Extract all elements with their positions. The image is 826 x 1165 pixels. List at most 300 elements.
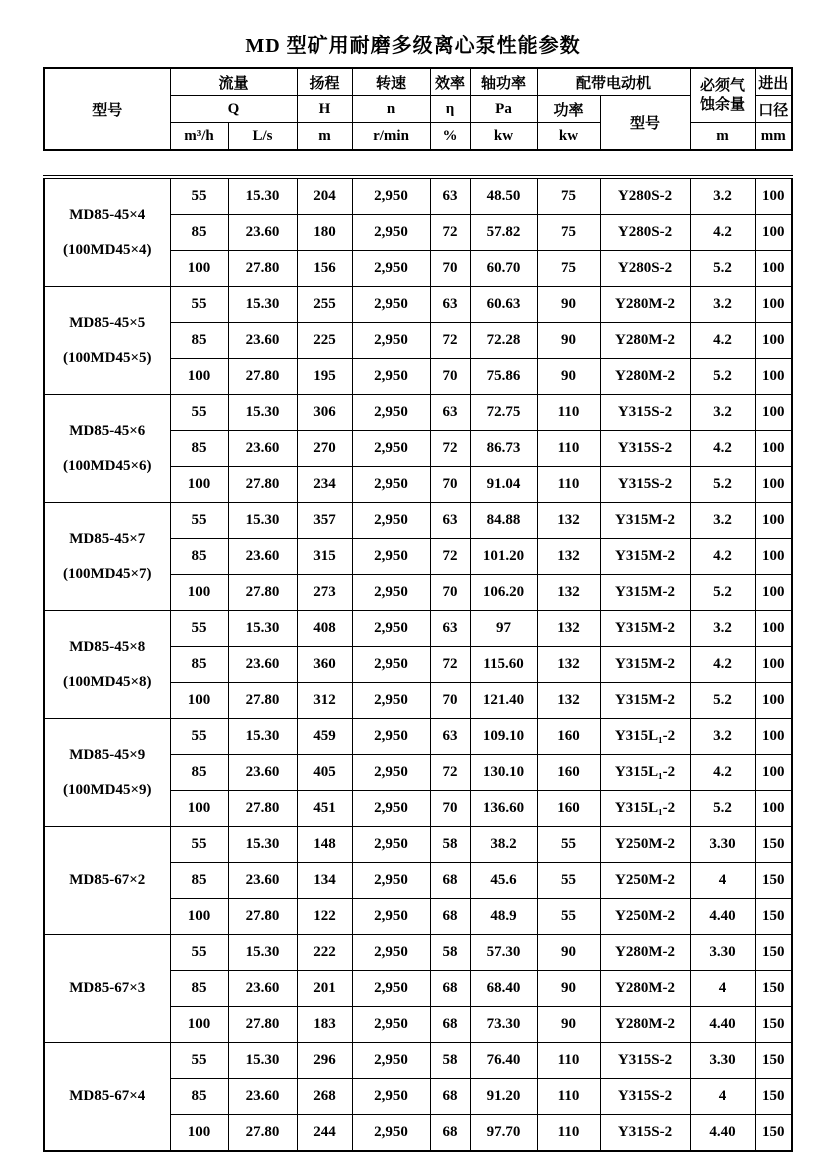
pump-model-alias: (100MD45×8) [62,673,152,690]
data-cell: 110 [537,431,600,467]
data-cell: 132 [537,503,600,539]
data-cell: 4.2 [690,647,755,683]
header-row-1 [44,68,792,96]
data-cell: 4.2 [690,539,755,575]
data-cell: 15.30 [228,827,297,863]
data-cell: 55 [170,395,228,431]
data-cell: 90 [537,1007,600,1043]
data-cell: 15.30 [228,719,297,755]
data-cell: Y315S-2 [600,1043,690,1079]
data-cell: 255 [297,287,352,323]
data-cell: 75 [537,251,600,287]
data-cell: 2,950 [352,395,430,431]
data-cell: 100 [170,467,228,503]
data-cell: 15.30 [228,177,297,215]
data-cell: 244 [297,1115,352,1152]
header-speed: 转速 [352,68,430,96]
data-cell: 85 [170,971,228,1007]
table-row [44,935,792,971]
data-cell: Y315M-2 [600,683,690,719]
data-cell: 109.10 [470,719,537,755]
data-cell: 4.40 [690,1007,755,1043]
data-cell: 72 [430,647,470,683]
data-cell: Y315M-2 [600,647,690,683]
data-cell: 55 [170,611,228,647]
data-cell: 90 [537,935,600,971]
header-shaft-power-symbol: Pa [470,96,537,123]
data-cell: 100 [755,359,792,395]
data-cell: 27.80 [228,1007,297,1043]
header-motor: 配带电动机 [537,68,690,96]
pump-model-cell [44,503,170,611]
data-cell: 15.30 [228,395,297,431]
data-cell: 23.60 [228,539,297,575]
data-cell: 150 [755,971,792,1007]
header-flow: 流量 [170,68,297,96]
pump-model-cell [44,395,170,503]
header-motor-power-unit: kw [537,123,600,151]
data-cell: 75 [537,177,600,215]
data-cell: 100 [755,323,792,359]
data-cell: 4 [690,1079,755,1115]
pump-model-cell [44,611,170,719]
data-cell: Y315M-2 [600,575,690,611]
data-cell: 68 [430,971,470,1007]
data-cell: 85 [170,755,228,791]
data-cell: 75.86 [470,359,537,395]
data-cell: 63 [430,611,470,647]
header-flow-unit-ls: L/s [228,123,297,151]
data-cell: 130.10 [470,755,537,791]
data-cell: 90 [537,323,600,359]
data-cell: 55 [537,863,600,899]
data-cell: 160 [537,719,600,755]
header-flow-unit-m3h: m³/h [170,123,228,151]
data-cell: 100 [755,611,792,647]
data-cell: 23.60 [228,431,297,467]
data-cell: 72 [430,215,470,251]
data-cell: 75 [537,215,600,251]
data-cell: 60.70 [470,251,537,287]
data-cell: 150 [755,1079,792,1115]
data-cell: 234 [297,467,352,503]
data-cell: 2,950 [352,431,430,467]
data-cell: Y280M-2 [600,971,690,1007]
data-cell: Y250M-2 [600,899,690,935]
data-cell: 15.30 [228,935,297,971]
data-cell: Y315M-2 [600,539,690,575]
pump-model-name: MD85-45×6 [69,422,146,439]
data-cell: 225 [297,323,352,359]
data-cell: 72 [430,755,470,791]
data-cell: 150 [755,899,792,935]
data-cell: 357 [297,503,352,539]
data-cell: Y250M-2 [600,863,690,899]
header-table [43,67,793,151]
header-npsh [690,68,755,123]
data-cell: 183 [297,1007,352,1043]
data-cell: 55 [170,287,228,323]
data-cell: 408 [297,611,352,647]
data-cell: 70 [430,575,470,611]
data-cell: 100 [755,503,792,539]
data-cell: 195 [297,359,352,395]
data-cell: 110 [537,1043,600,1079]
table-row [44,827,792,863]
data-cell: 63 [430,177,470,215]
data-cell: Y280S-2 [600,251,690,287]
data-cell: 15.30 [228,1043,297,1079]
data-cell: 110 [537,395,600,431]
data-cell: 4 [690,863,755,899]
table-row [44,177,792,215]
header-speed-unit: r/min [352,123,430,151]
data-cell: 150 [755,827,792,863]
data-cell: 2,950 [352,359,430,395]
header-npsh-line2: 蚀余量 [700,96,746,113]
header-port-line2: 口径 [755,96,792,123]
data-cell: 268 [297,1079,352,1115]
data-cell: 58 [430,827,470,863]
data-cell: 85 [170,323,228,359]
data-cell: 3.30 [690,1043,755,1079]
data-cell: 100 [170,1007,228,1043]
data-cell: Y280S-2 [600,177,690,215]
data-cell: Y315S-2 [600,431,690,467]
pump-model-alias: (100MD45×9) [62,781,152,798]
header-efficiency-symbol: η [430,96,470,123]
data-cell: 2,950 [352,287,430,323]
data-cell: 91.04 [470,467,537,503]
data-cell: 55 [537,899,600,935]
data-cell: 72.75 [470,395,537,431]
pump-model-name: MD85-67×2 [69,872,146,888]
data-cell: 72 [430,431,470,467]
header-npsh-unit: m [690,123,755,151]
data-cell: 100 [755,719,792,755]
data-cell: 76.40 [470,1043,537,1079]
data-cell: Y280M-2 [600,323,690,359]
data-cell: 58 [430,935,470,971]
pump-model-cell [44,827,170,935]
data-cell: 100 [755,215,792,251]
data-cell: 73.30 [470,1007,537,1043]
pump-model-cell [44,177,170,287]
data-cell: 90 [537,287,600,323]
header-speed-symbol: n [352,96,430,123]
data-cell: 100 [755,251,792,287]
data-cell: 2,950 [352,791,430,827]
pump-model-name: MD85-45×9 [69,746,146,763]
data-cell: 85 [170,431,228,467]
data-cell: 57.30 [470,935,537,971]
data-cell: 27.80 [228,575,297,611]
data-cell: 15.30 [228,287,297,323]
header-shaft-power-unit: kw [470,123,537,151]
data-cell: 2,950 [352,827,430,863]
data-cell: 2,950 [352,467,430,503]
data-cell: 100 [170,1115,228,1152]
data-cell: 23.60 [228,647,297,683]
pump-model-name: MD85-45×4 [69,206,146,223]
data-cell: 72.28 [470,323,537,359]
data-cell: 72 [430,323,470,359]
table-row [44,503,792,539]
data-cell: 23.60 [228,323,297,359]
data-cell: 160 [537,755,600,791]
data-cell: 4.2 [690,431,755,467]
data-cell: 58 [430,1043,470,1079]
data-cell: 360 [297,647,352,683]
header-efficiency: 效率 [430,68,470,96]
data-cell: 134 [297,863,352,899]
data-cell: 2,950 [352,503,430,539]
pump-model-name: MD85-45×7 [69,530,146,547]
data-cell: 273 [297,575,352,611]
data-cell: 68 [430,1115,470,1152]
data-cell: 70 [430,683,470,719]
data-cell: 27.80 [228,251,297,287]
data-cell: 55 [170,935,228,971]
data-cell: 2,950 [352,935,430,971]
data-cell: 84.88 [470,503,537,539]
data-cell: 150 [755,863,792,899]
data-cell: 5.2 [690,791,755,827]
data-cell: 38.2 [470,827,537,863]
data-cell: 5.2 [690,467,755,503]
data-cell: 23.60 [228,215,297,251]
data-cell: 2,950 [352,177,430,215]
pump-model-cell [44,1043,170,1152]
data-cell: 110 [537,467,600,503]
table-row [44,395,792,431]
header-npsh-line1: 必须气 [700,77,746,94]
data-cell: 160 [537,791,600,827]
data-cell: 100 [170,683,228,719]
data-cell: Y280M-2 [600,359,690,395]
data-cell: 2,950 [352,1007,430,1043]
data-cell: 451 [297,791,352,827]
pump-data-table [43,175,793,1152]
header-efficiency-unit: % [430,123,470,151]
data-cell: 101.20 [470,539,537,575]
data-cell: 459 [297,719,352,755]
data-cell: 4.2 [690,323,755,359]
data-cell: 3.30 [690,935,755,971]
header-shaft-power: 轴功率 [470,68,537,96]
data-cell: Y280M-2 [600,1007,690,1043]
data-cell: 68 [430,899,470,935]
data-cell: 132 [537,611,600,647]
data-cell: 23.60 [228,971,297,1007]
data-cell: Y315S-2 [600,1079,690,1115]
pump-model-alias: (100MD45×6) [62,457,152,474]
data-cell: 2,950 [352,683,430,719]
data-cell: 180 [297,215,352,251]
data-cell: 68.40 [470,971,537,1007]
data-cell: 3.2 [690,719,755,755]
table-row [44,287,792,323]
data-cell: 100 [755,575,792,611]
data-cell: 5.2 [690,683,755,719]
header-head-symbol: H [297,96,352,123]
data-cell: 2,950 [352,863,430,899]
data-cell: Y315L₁-2 [600,791,690,827]
data-cell: 201 [297,971,352,1007]
data-cell: 204 [297,177,352,215]
data-cell: 100 [755,287,792,323]
data-cell: 86.73 [470,431,537,467]
data-cell: Y315L₁-2 [600,755,690,791]
pump-table-body [44,177,792,1151]
data-cell: 100 [755,755,792,791]
data-cell: 3.30 [690,827,755,863]
data-cell: 91.20 [470,1079,537,1115]
data-cell: 100 [755,395,792,431]
data-cell: 85 [170,539,228,575]
data-cell: 2,950 [352,1079,430,1115]
data-cell: 90 [537,359,600,395]
data-cell: 3.2 [690,287,755,323]
data-cell: 296 [297,1043,352,1079]
pump-model-cell [44,935,170,1043]
data-cell: Y315M-2 [600,611,690,647]
data-cell: 2,950 [352,215,430,251]
data-cell: 4 [690,971,755,1007]
header-port-unit: mm [755,123,792,151]
data-cell: 100 [755,539,792,575]
pump-model-cell [44,719,170,827]
data-cell: 3.2 [690,611,755,647]
header-head: 扬程 [297,68,352,96]
data-cell: 100 [755,791,792,827]
data-cell: 27.80 [228,899,297,935]
data-cell: 70 [430,251,470,287]
data-cell: 23.60 [228,863,297,899]
data-cell: 85 [170,863,228,899]
header-model: 型号 [44,68,170,150]
data-cell: 132 [537,575,600,611]
data-cell: 100 [170,575,228,611]
pump-model-alias: (100MD45×4) [62,241,152,258]
data-cell: 405 [297,755,352,791]
data-cell: 4.2 [690,755,755,791]
data-cell: 2,950 [352,647,430,683]
data-cell: 48.9 [470,899,537,935]
data-cell: 23.60 [228,1079,297,1115]
data-cell: Y250M-2 [600,827,690,863]
data-cell: 97 [470,611,537,647]
data-cell: 70 [430,359,470,395]
table-row [44,719,792,755]
header-port-line1: 进出 [755,68,792,96]
pump-model-cell [44,287,170,395]
data-cell: 100 [170,791,228,827]
data-cell: 2,950 [352,251,430,287]
data-cell: 4.2 [690,215,755,251]
data-cell: 27.80 [228,1115,297,1152]
data-cell: 15.30 [228,503,297,539]
data-cell: 2,950 [352,971,430,1007]
data-cell: 2,950 [352,323,430,359]
data-cell: 100 [170,359,228,395]
data-cell: 100 [170,251,228,287]
data-cell: 55 [170,719,228,755]
data-cell: 2,950 [352,1115,430,1152]
pump-model-name: MD85-45×5 [69,314,146,331]
data-cell: 55 [170,1043,228,1079]
pump-model-alias: (100MD45×7) [62,565,152,582]
data-cell: 100 [755,683,792,719]
data-cell: 55 [170,827,228,863]
data-cell: 27.80 [228,683,297,719]
header-head-unit: m [297,123,352,151]
data-cell: 106.20 [470,575,537,611]
data-cell: 312 [297,683,352,719]
pump-model-name: MD85-45×8 [69,638,146,655]
data-cell: 70 [430,791,470,827]
data-cell: 55 [170,503,228,539]
data-cell: 3.2 [690,503,755,539]
data-cell: 2,950 [352,719,430,755]
data-cell: 85 [170,1079,228,1115]
data-cell: 150 [755,935,792,971]
data-cell: 306 [297,395,352,431]
data-cell: Y280S-2 [600,215,690,251]
data-cell: 136.60 [470,791,537,827]
data-cell: 2,950 [352,899,430,935]
data-cell: 45.6 [470,863,537,899]
pump-model-name: MD85-67×3 [69,980,146,996]
data-cell: Y315S-2 [600,467,690,503]
data-cell: 150 [755,1007,792,1043]
data-cell: 100 [170,899,228,935]
data-cell: 2,950 [352,611,430,647]
data-cell: 4.40 [690,1115,755,1152]
data-cell: 63 [430,287,470,323]
data-cell: 5.2 [690,575,755,611]
data-cell: 100 [755,177,792,215]
data-cell: 2,950 [352,539,430,575]
data-cell: 100 [755,431,792,467]
header-motor-power: 功率 [537,96,600,123]
data-cell: 63 [430,503,470,539]
data-cell: 2,950 [352,1043,430,1079]
data-cell: 48.50 [470,177,537,215]
data-cell: 27.80 [228,791,297,827]
data-cell: 270 [297,431,352,467]
data-cell: 27.80 [228,359,297,395]
data-cell: Y315M-2 [600,503,690,539]
data-cell: Y315S-2 [600,1115,690,1152]
data-cell: 27.80 [228,467,297,503]
data-cell: 68 [430,1007,470,1043]
header-flow-symbol: Q [170,96,297,123]
data-cell: 23.60 [228,755,297,791]
data-cell: 4.40 [690,899,755,935]
data-cell: 85 [170,215,228,251]
data-cell: 15.30 [228,611,297,647]
data-cell: 85 [170,647,228,683]
data-cell: 100 [755,647,792,683]
page-title: MD 型矿用耐磨多级离心泵性能参数 [245,35,581,57]
data-cell: 68 [430,863,470,899]
data-cell: 122 [297,899,352,935]
data-cell: 121.40 [470,683,537,719]
table-row [44,611,792,647]
data-cell: Y315L₁-2 [600,719,690,755]
data-cell: Y280M-2 [600,287,690,323]
